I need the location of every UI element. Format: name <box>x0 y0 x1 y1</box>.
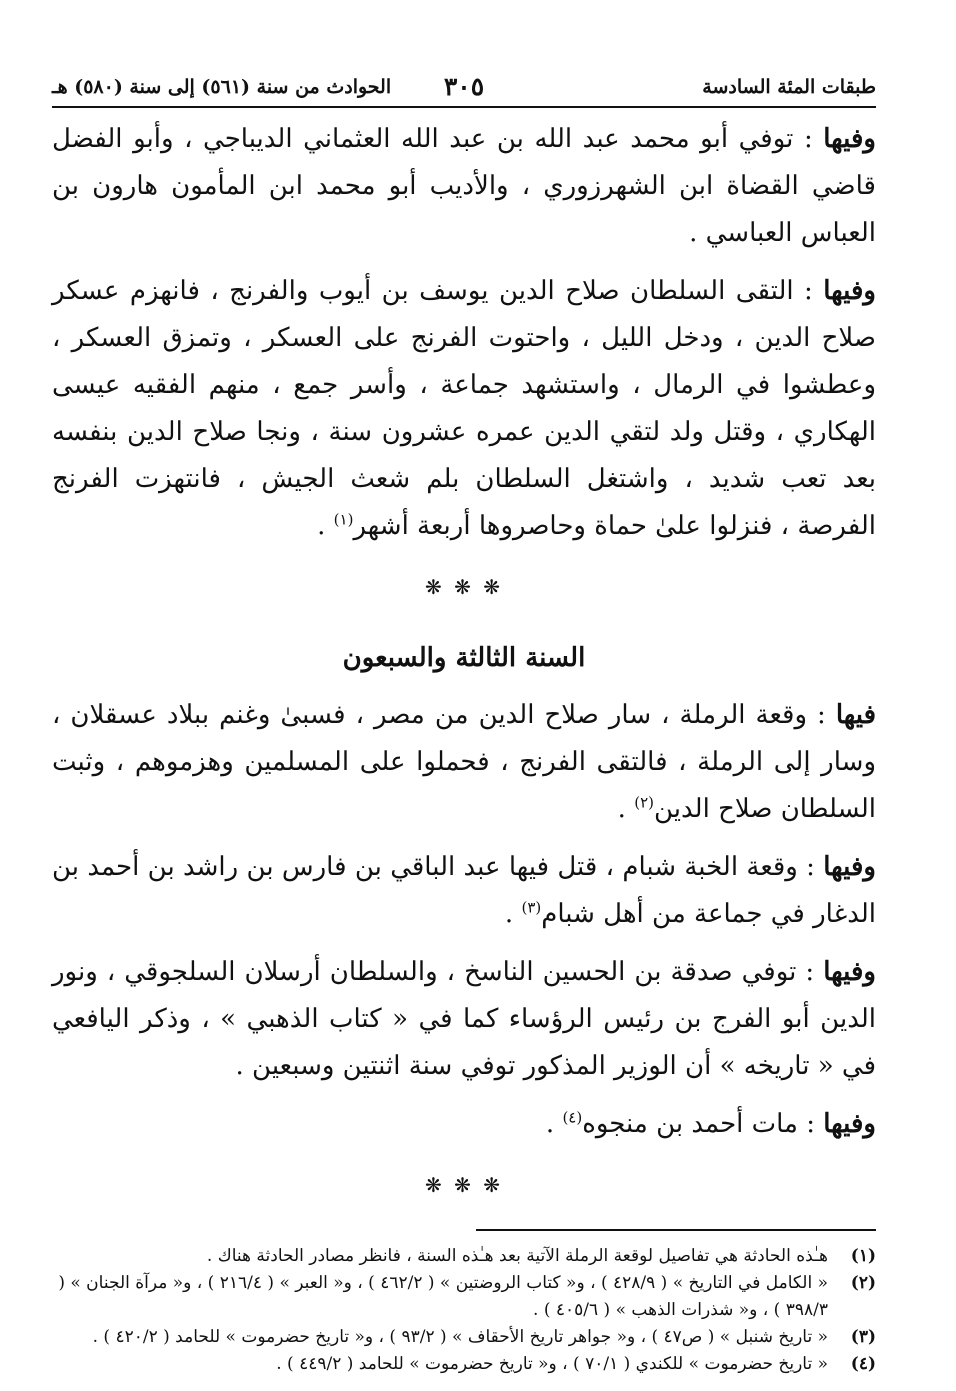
section-separator: ❋ ❋ ❋ <box>425 1173 503 1197</box>
footnote-3 <box>52 1324 876 1351</box>
footnote-2 <box>52 1270 876 1324</box>
footnote-text: هـٰذه الحادثة هي تفاصيل لوقعة الرملة الآتية بعد هـٰذه السنة ، فانظر مصادر الحادثة هناك . <box>206 1246 828 1266</box>
section-title-header: الحوادث من سنة (٥٦١) إلى سنة (٥٨٠) هـ <box>52 76 392 98</box>
paragraph-3 <box>52 692 876 833</box>
paragraph-text: : التقى السلطان صلاح الدين يوسف بن أيوب والفرنج ، فانهزم عسكر صلاح الدين ، ودخل الليل ، واحتوت الفرنج على العسكر ، وتمزق العسكر ، وعطشوا في الرمال ، واستشهد جماعة ، وأسر جمع ، منهم الفقيه عيسى الهكاري ، وقتل ولد لتقي الدين عمره عشرون سنة ، ونجا صلاح الدين بنفسه بعد تعب شديد ، واشتغل السلطان بلم شعث الجيش ، فانتهزت الفرنج الفرصة ، فنزلوا علىٰ حماة وحاصروها أربعة أشهر <box>52 276 876 541</box>
paragraph-6 <box>52 1101 876 1148</box>
footnote-text: « تاريخ حضرموت » للكندي ( ٧٠/١ ) ، و« تاريخ حضرموت » للحامد ( ٤٤٩/٢ ) . <box>276 1354 828 1374</box>
footnote-number: (٣) <box>850 1327 876 1347</box>
paragraph-text: : توفي أبو محمد عبد الله بن عبد الله العثماني الديباجي ، وأبو الفضل قاضي القضاة ابن الشهرزوري ، والأديب أبو محمد ابن المأمون هارون بن العباس العباسي . <box>52 124 876 248</box>
paragraph-2 <box>52 268 876 550</box>
paragraph-4 <box>52 844 876 938</box>
running-header <box>52 72 876 108</box>
year-heading: السنة الثالثة والسبعون <box>342 643 586 673</box>
footnote-divider <box>476 1229 876 1231</box>
footnote-ref-3[interactable]: (٣) <box>521 898 542 917</box>
footnotes <box>52 1243 876 1378</box>
paragraph-lead: وفيها <box>823 1109 876 1139</box>
section-separator: ❋ ❋ ❋ <box>425 575 503 599</box>
footnote-4 <box>52 1351 876 1378</box>
paragraph-text: : وقعة الرملة ، سار صلاح الدين من مصر ، فسبىٰ وغنم ببلاد عسقلان ، وسار إلى الرملة ، فالتقى الفرنج ، فحملوا على المسلمين وهزموهم ، وثبت السلطان صلاح الدين <box>52 700 876 824</box>
paragraph-lead: وفيها <box>823 276 876 306</box>
main-text <box>52 116 876 1209</box>
page-number: ٣٠٥ <box>443 72 485 101</box>
paragraph-text: : مات أحمد بن منجوه <box>582 1109 824 1139</box>
footnote-text: « تاريخ شنبل » ( ص٤٧ ) ، و« جواهر تاريخ الأحقاف » ( ٩٣/٢ ) ، و« تاريخ حضرموت » للحامد ( ٤٢٠/٢ ) . <box>92 1327 828 1347</box>
paragraph-tail: . <box>545 1109 563 1139</box>
footnote-ref-1[interactable]: (١) <box>333 510 354 529</box>
paragraph-lead: وفيها <box>823 124 876 154</box>
paragraph-lead: وفيها <box>823 957 876 987</box>
paragraph-lead: وفيها <box>823 852 876 882</box>
paragraph-lead: فيها <box>835 700 876 730</box>
footnote-number: (٢) <box>850 1273 876 1293</box>
paragraph-tail: . <box>504 899 522 929</box>
paragraph-text: : وقعة الخبة شبام ، قتل فيها عبد الباقي بن فارس بن راشد بن أحمد بن الدغار في جماعة من أهل شبام <box>52 852 876 929</box>
footnote-1 <box>52 1243 876 1270</box>
footnote-ref-4[interactable]: (٤) <box>562 1108 583 1127</box>
footnote-number: (٤) <box>850 1354 876 1374</box>
book-title-header: طبقات المئة السادسة <box>702 76 876 98</box>
paragraph-1 <box>52 116 876 257</box>
paragraph-5 <box>52 949 876 1090</box>
footnote-ref-2[interactable]: (٢) <box>634 793 654 812</box>
footnote-text: « الكامل في التاريخ » ( ٤٢٨/٩ ) ، و« كتاب الروضتين » ( ٤٦٢/٢ ) ، و« العبر » ( ٢١٦/٤ ) ، و« مرآة الجنان » ( ٣٩٨/٣ ) ، و« شذرات الذهب » ( ٤٠٥/٦ ) . <box>58 1273 828 1320</box>
footnote-number: (١) <box>850 1246 876 1266</box>
paragraph-tail: . <box>617 794 635 824</box>
paragraph-tail: . <box>317 511 334 541</box>
paragraph-text: : توفي صدقة بن الحسين الناسخ ، والسلطان أرسلان السلجوقي ، ونور الدين أبو الفرج بن رئيس الرؤساء كما في « كتاب الذهبي » ، وذكر اليافعي في « تاريخه » أن الوزير المذكور توفي سنة اثنتين وسبعين . <box>52 957 876 1081</box>
